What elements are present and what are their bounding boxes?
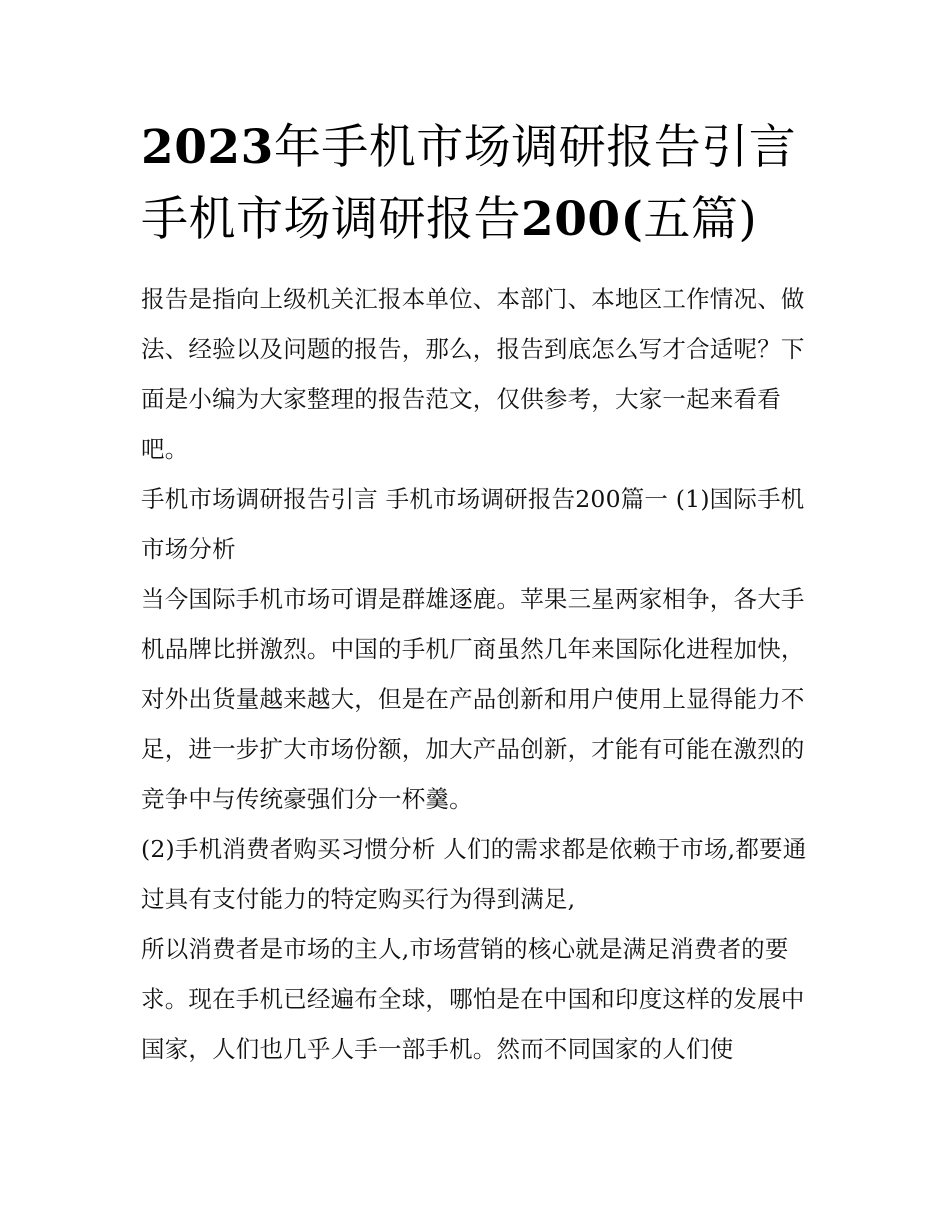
title-year: 2023 bbox=[141, 120, 274, 175]
paragraph-international-market: 当今国际手机市场可谓是群雄逐鹿。苹果三星两家相争，各大手机品牌比拼激烈。中国的手机厂商虽然几年来国际化进程加快，对外出货量越来越大，但是在产品创新和用户使用上显得能力不足，进一步扩大市场份额，加大产品创新，才能有可能在激烈的竞争中与传统豪强们分一杯羹。 bbox=[141, 585, 805, 813]
title-line2-end: 五篇) bbox=[643, 192, 758, 247]
paragraph-consumer-habits: (2)手机消费者购买习惯分析 人们的需求都是依赖于市场,都要通过具有支付能力的特定购买行为得到满足, bbox=[141, 835, 807, 913]
document-content bbox=[141, 112, 816, 1074]
paragraph-consumer-market: 所以消费者是市场的主人,市场营销的核心就是满足消费者的要求。现在手机已经遍布全球，哪怕是在中国和印度这样的发展中国家，人们也几乎人手一部手机。然而不同国家的人们使 bbox=[141, 935, 805, 1063]
title-count: 200( bbox=[521, 192, 644, 247]
title-line1-text: 年手机市场调研报告引言 bbox=[273, 120, 797, 175]
document-title bbox=[141, 112, 816, 256]
paragraph-intro: 报告是指向上级机关汇报本单位、本部门、本地区工作情况、做法、经验以及问题的报告，那么，报告到底怎么写才合适呢？下面是小编为大家整理的报告范文，仅供参考，大家一起来看看吧。 bbox=[141, 285, 805, 463]
document-body bbox=[141, 274, 816, 1074]
title-line2-text: 手机市场调研报告 bbox=[141, 192, 521, 247]
paragraph-section-heading: 手机市场调研报告引言 手机市场调研报告200篇一 (1)国际手机市场分析 bbox=[141, 485, 805, 563]
